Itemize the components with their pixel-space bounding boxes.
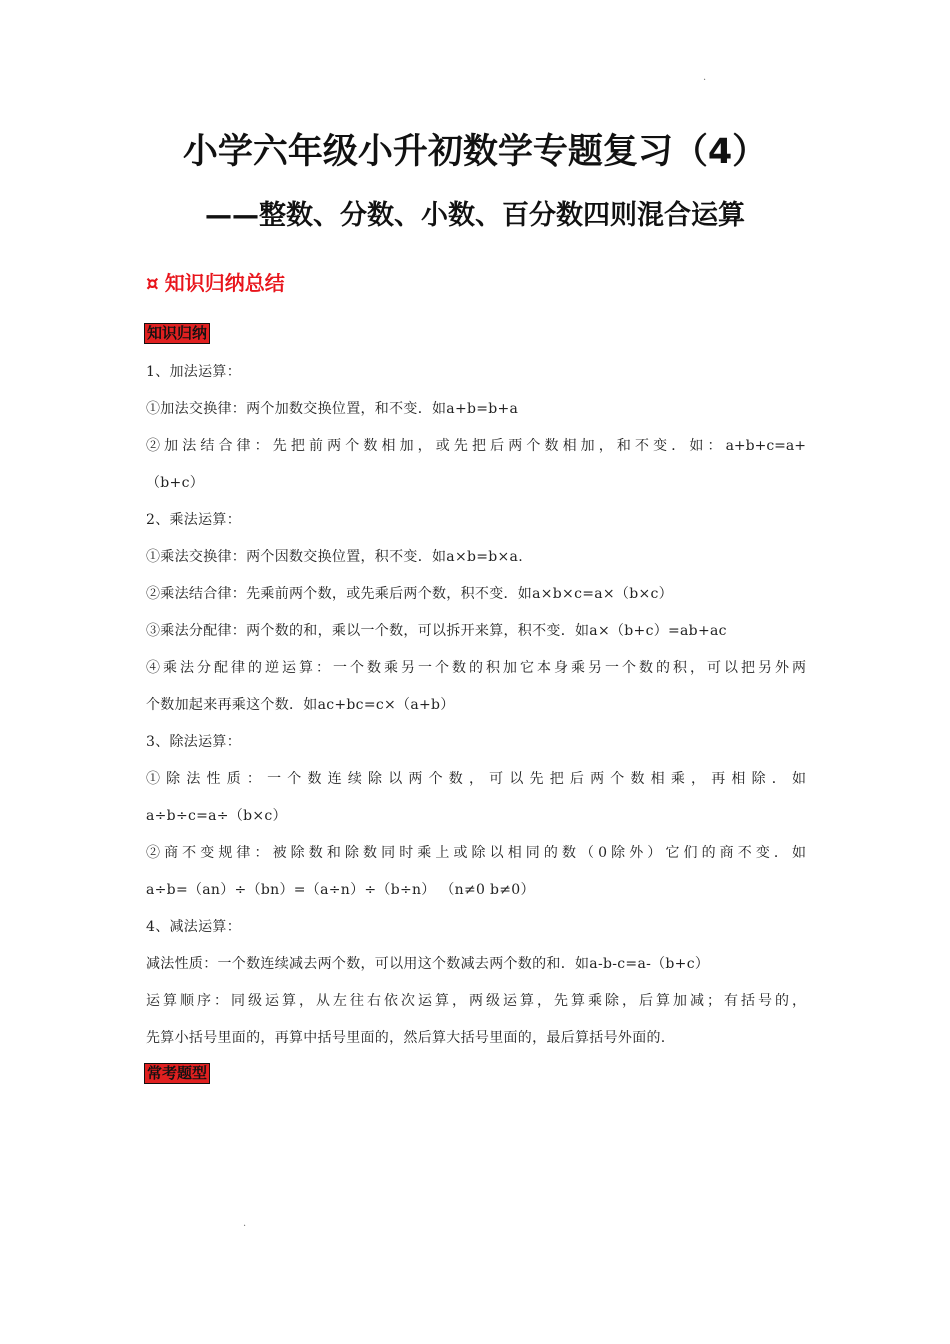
- content-line: ②乘法结合律：先乘前两个数，或先乘后两个数，积不变．如a×b×c=a×（b×c）: [146, 586, 673, 602]
- currency-sign-icon: ¤: [146, 271, 159, 295]
- tag-knowledge-summary: 知识归纳: [144, 323, 210, 344]
- content-line: 个数加起来再乘这个数．如ac+bc=c×（a+b）: [146, 697, 455, 713]
- content-line: 减法性质：一个数连续减去两个数，可以用这个数减去两个数的和．如a-b-c=a-（b+c）: [146, 956, 710, 972]
- tag-common-questions: 常考题型: [144, 1063, 210, 1084]
- content-line: ④乘法分配律的逆运算：一个数乘另一个数的积加它本身乘另一个数的积，可以把另外两: [146, 660, 806, 676]
- content-line: a÷b=（an）÷（bn）=（a÷n）÷（b÷n） （n≠0 b≠0）: [146, 882, 535, 898]
- page-subtitle: ——整数、分数、小数、百分数四则混合运算: [205, 200, 745, 231]
- content-line: 3、除法运算：: [146, 734, 242, 750]
- content-line: ②加法结合律：先把前两个数相加，或先把后两个数相加，和不变．如：a+b+c=a+: [146, 438, 806, 454]
- content-line: ②商不变规律：被除数和除数同时乘上或除以相同的数（0除外）它们的商不变．如: [146, 845, 806, 861]
- content-line: ③乘法分配律：两个数的和，乘以一个数，可以拆开来算，积不变．如a×（b+c）=ab+ac: [146, 623, 727, 639]
- section-heading: [146, 268, 285, 298]
- content-line: ①加法交换律：两个加数交换位置，和不变．如a+b=b+a: [146, 401, 519, 417]
- content-line: ①乘法交换律：两个因数交换位置，积不变．如a×b=b×a.: [146, 549, 523, 565]
- content-line: 运算顺序：同级运算，从左往右依次运算，两级运算，先算乘除，后算加减；有括号的，: [146, 993, 806, 1009]
- header-mark: ·: [703, 75, 707, 86]
- content-line: 1、加法运算：: [146, 364, 242, 380]
- content-line: （b+c）: [146, 475, 205, 491]
- page-title: 小学六年级小升初数学专题复习（4）: [182, 132, 768, 172]
- content-line: 先算小括号里面的，再算中括号里面的，然后算大括号里面的，最后算括号外面的.: [146, 1030, 666, 1046]
- content-line: 4、减法运算：: [146, 919, 242, 935]
- footer-mark: ·: [243, 1221, 247, 1232]
- content-line: ①除法性质：一个数连续除以两个数，可以先把后两个数相乘，再相除．如: [146, 771, 806, 787]
- knowledge-content: [146, 354, 806, 1057]
- content-line: a÷b÷c=a÷（b×c）: [146, 808, 287, 824]
- content-line: 2、乘法运算：: [146, 512, 242, 528]
- section-heading-text: 知识归纳总结: [164, 271, 285, 295]
